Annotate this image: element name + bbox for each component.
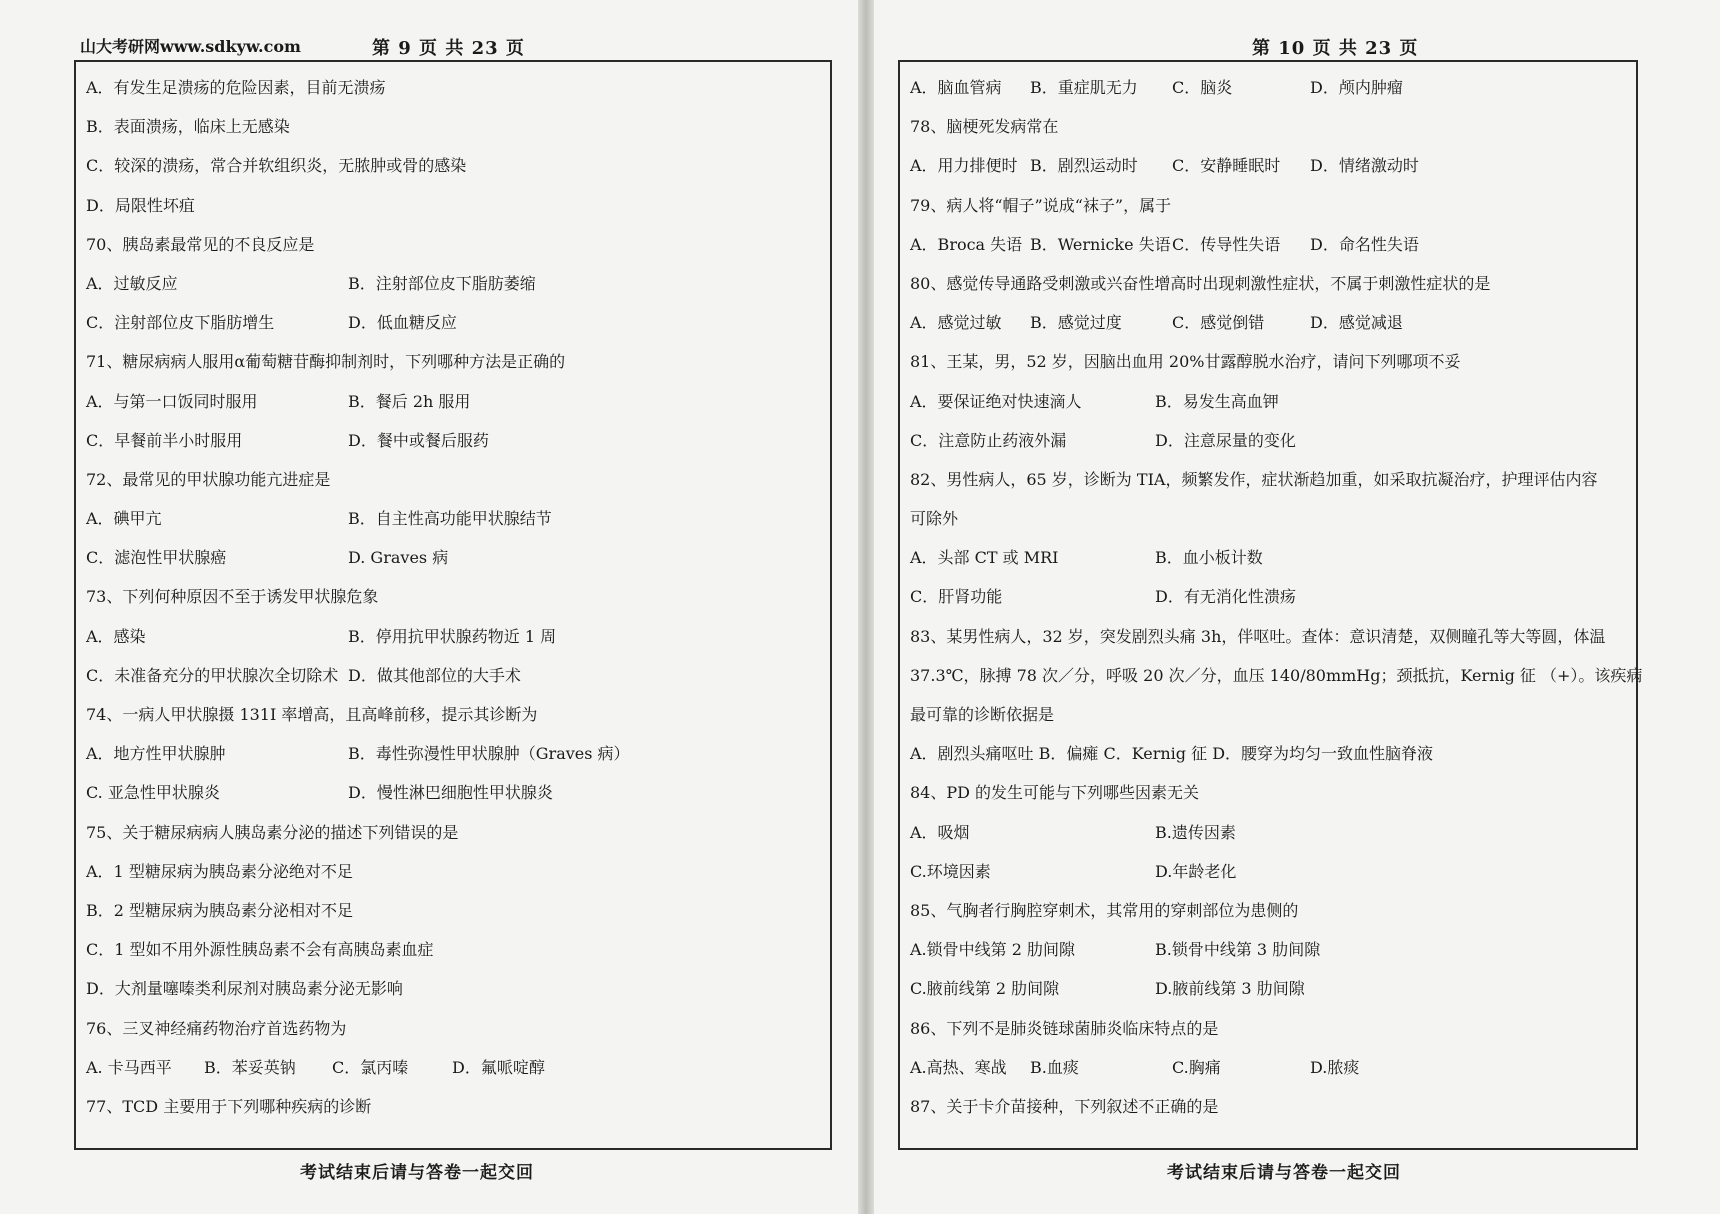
answer-option: B．感觉过度 bbox=[1030, 313, 1122, 333]
answer-option: D．低血糖反应 bbox=[348, 313, 457, 333]
page-footer: 考试结束后请与答卷一起交回 bbox=[1167, 1163, 1401, 1183]
exam-content-frame bbox=[74, 60, 832, 1150]
answer-option: B.遗传因素 bbox=[1155, 822, 1236, 842]
answer-option: A．感染 bbox=[86, 626, 146, 646]
answer-option: A．碘甲亢 bbox=[86, 509, 162, 529]
answer-option: B．自主性高功能甲状腺结节 bbox=[348, 509, 552, 529]
text-line bbox=[910, 930, 1628, 969]
text-line bbox=[910, 577, 1628, 616]
answer-option: B.血痰 bbox=[1030, 1057, 1079, 1077]
text-line bbox=[86, 303, 822, 342]
page-gutter bbox=[858, 0, 874, 1214]
answer-option: D．餐中或餐后服药 bbox=[348, 430, 489, 450]
text-line: 81、王某，男，52 岁，因脑出血用 20%甘露醇脱水治疗，请问下列哪项不妥 bbox=[910, 352, 1461, 372]
page-number-header: 第 9 页 共 23 页 bbox=[372, 38, 525, 59]
answer-option: D．感觉减退 bbox=[1310, 313, 1403, 333]
answer-option: C. 亚急性甲状腺炎 bbox=[86, 783, 220, 803]
text-line: 77、TCD 主要用于下列哪种疾病的诊断 bbox=[86, 1096, 372, 1116]
text-line bbox=[910, 421, 1628, 460]
answer-option: B．易发生高血钾 bbox=[1155, 391, 1279, 411]
text-line bbox=[910, 225, 1628, 264]
text-line: 最可靠的诊断依据是 bbox=[910, 705, 1055, 724]
answer-option: C．肝肾功能 bbox=[910, 587, 1003, 607]
text-line: D．局限性坏疽 bbox=[86, 195, 195, 215]
text-line: A．剧烈头痛呕吐 B．偏瘫 C．Kernig 征 D．腰穿为均匀一致血性脑脊液 bbox=[910, 744, 1434, 764]
answer-option: A．吸烟 bbox=[910, 822, 970, 842]
answer-option: D．有无消化性溃疡 bbox=[1155, 587, 1296, 607]
answer-option: A．脑血管病 bbox=[910, 78, 1002, 97]
text-line: C．1 型如不用外源性胰岛素不会有高胰岛素血症 bbox=[86, 940, 434, 960]
text-line: 82、男性病人，65 岁，诊断为 TIA，频繁发作，症状渐趋加重，如采取抗凝治疗，护理评估内容 bbox=[910, 469, 1598, 489]
question-list bbox=[86, 68, 822, 1126]
answer-option: B．苯妥英钠 bbox=[204, 1057, 296, 1077]
answer-option: A.锁骨中线第 2 肋间隙 bbox=[910, 940, 1075, 960]
answer-option: B．血小板计数 bbox=[1155, 548, 1263, 568]
answer-option: C．注射部位皮下脂肪增生 bbox=[86, 313, 275, 333]
answer-option: A．要保证绝对快速滴人 bbox=[910, 391, 1082, 411]
text-line bbox=[86, 656, 822, 695]
text-line: D．大剂量噻嗪类利尿剂对胰岛素分泌无影响 bbox=[86, 979, 403, 999]
answer-option: B．餐后 2h 服用 bbox=[348, 391, 471, 411]
answer-option: B．剧烈运动时 bbox=[1030, 156, 1138, 176]
answer-option: A．Broca 失语 bbox=[910, 234, 1023, 254]
answer-option: B.锁骨中线第 3 肋间隙 bbox=[1155, 940, 1321, 960]
text-line: 74、一病人甲状腺摄 131I 率增高，且高峰前移，提示其诊断为 bbox=[86, 705, 538, 724]
text-line: 85、气胸者行胸腔穿刺术，其常用的穿刺部位为患侧的 bbox=[910, 900, 1299, 920]
text-line bbox=[910, 68, 1628, 107]
text-line: 71、糖尿病病人服用α葡萄糖苷酶抑制剂时，下列哪种方法是正确的 bbox=[86, 352, 566, 372]
answer-option: D. Graves 病 bbox=[348, 548, 449, 568]
text-line: 37.3℃，脉搏 78 次／分，呼吸 20 次／分，血压 140/80mmHg；颈抵抗，Kernig 征 （+）。该疾病 bbox=[910, 665, 1643, 685]
text-line bbox=[910, 146, 1628, 185]
answer-option: C.腋前线第 2 肋间隙 bbox=[910, 979, 1060, 999]
text-line bbox=[86, 421, 822, 460]
answer-option: C．氯丙嗪 bbox=[332, 1057, 409, 1077]
answer-option: D．慢性淋巴细胞性甲状腺炎 bbox=[348, 783, 553, 803]
answer-option: C．安静睡眠时 bbox=[1172, 156, 1281, 176]
answer-option: A．头部 CT 或 MRI bbox=[910, 548, 1059, 568]
text-line: 70、胰岛素最常见的不良反应是 bbox=[86, 234, 315, 254]
text-line bbox=[910, 538, 1628, 577]
answer-option: B．Wernicke 失语 bbox=[1030, 234, 1171, 254]
text-line: 87、关于卡介苗接种，下列叙述不正确的是 bbox=[910, 1096, 1219, 1116]
text-line bbox=[910, 1048, 1628, 1087]
exam-content-frame bbox=[898, 60, 1643, 1150]
text-line bbox=[910, 852, 1628, 891]
text-line bbox=[86, 773, 822, 812]
text-line: 80、感觉传导通路受刺激或兴奋性增高时出现刺激性症状，不属于刺激性症状的是 bbox=[910, 273, 1491, 293]
text-line: 84、PD 的发生可能与下列哪些因素无关 bbox=[910, 783, 1200, 803]
answer-option: B．毒性弥漫性甲状腺肿（Graves 病） bbox=[348, 744, 630, 764]
answer-option: D.年龄老化 bbox=[1155, 861, 1237, 881]
answer-option: A．与第一口饭同时服用 bbox=[86, 391, 258, 411]
text-line: A．有发生足溃疡的危险因素，目前无溃疡 bbox=[86, 78, 386, 97]
answer-option: C.胸痛 bbox=[1172, 1057, 1221, 1077]
text-line: B．2 型糖尿病为胰岛素分泌相对不足 bbox=[86, 900, 354, 920]
site-header: 山大考研网www.sdkyw.com bbox=[80, 37, 301, 56]
answer-option: D．注意尿量的变化 bbox=[1155, 430, 1296, 450]
text-line: 72、最常见的甲状腺功能亢进症是 bbox=[86, 469, 331, 489]
text-line bbox=[86, 538, 822, 577]
answer-option: C．脑炎 bbox=[1172, 78, 1233, 97]
answer-option: D．情绪激动时 bbox=[1310, 156, 1419, 176]
answer-option: A.高热、寒战 bbox=[910, 1057, 1007, 1077]
text-line: 86、下列不是肺炎链球菌肺炎临床特点的是 bbox=[910, 1018, 1219, 1038]
text-line: B．表面溃疡，临床上无感染 bbox=[86, 117, 290, 137]
right-page bbox=[874, 0, 1720, 1214]
answer-option: C．传导性失语 bbox=[1172, 234, 1281, 254]
text-line: 76、三叉神经痛药物治疗首选药物为 bbox=[86, 1018, 347, 1038]
text-line: 75、关于糖尿病病人胰岛素分泌的描述下列错误的是 bbox=[86, 822, 459, 842]
question-list bbox=[910, 68, 1643, 1126]
answer-option: C．未准备充分的甲状腺次全切除术 bbox=[86, 665, 339, 685]
answer-option: D．颅内肿瘤 bbox=[1310, 78, 1403, 97]
answer-option: A．过敏反应 bbox=[86, 273, 178, 293]
text-line: 73、下列何种原因不至于诱发甲状腺危象 bbox=[86, 587, 379, 607]
text-line: A．1 型糖尿病为胰岛素分泌绝对不足 bbox=[86, 861, 353, 881]
answer-option: A．感觉过敏 bbox=[910, 313, 1002, 333]
answer-option: D．做其他部位的大手术 bbox=[348, 665, 521, 685]
text-line bbox=[910, 303, 1628, 342]
page-number-header: 第 10 页 共 23 页 bbox=[1252, 38, 1419, 59]
text-line bbox=[86, 734, 822, 773]
answer-option: A. 卡马西平 bbox=[86, 1057, 172, 1077]
answer-option: B．注射部位皮下脂肪萎缩 bbox=[348, 273, 536, 293]
answer-option: D．氟哌啶醇 bbox=[452, 1057, 545, 1077]
answer-option: B．停用抗甲状腺药物近 1 周 bbox=[348, 626, 557, 646]
text-line: 83、某男性病人，32 岁，突发剧烈头痛 3h，伴呕吐。查体：意识清楚，双侧瞳孔等大等圆，体温 bbox=[910, 626, 1606, 646]
answer-option: A．用力排便时 bbox=[910, 156, 1018, 176]
answer-option: C．感觉倒错 bbox=[1172, 313, 1265, 333]
text-line bbox=[910, 382, 1628, 421]
answer-option: D．命名性失语 bbox=[1310, 234, 1419, 254]
text-line bbox=[86, 499, 822, 538]
text-line bbox=[86, 617, 822, 656]
answer-option: C．早餐前半小时服用 bbox=[86, 430, 243, 450]
page-footer: 考试结束后请与答卷一起交回 bbox=[300, 1163, 534, 1183]
text-line bbox=[86, 1048, 822, 1087]
answer-option: A．地方性甲状腺肿 bbox=[86, 744, 226, 764]
text-line: C．较深的溃疡，常合并软组织炎，无脓肿或骨的感染 bbox=[86, 156, 467, 176]
answer-option: B．重症肌无力 bbox=[1030, 78, 1138, 97]
answer-option: D.腋前线第 3 肋间隙 bbox=[1155, 979, 1305, 999]
answer-option: C．滤泡性甲状腺癌 bbox=[86, 548, 227, 568]
text-line: 可除外 bbox=[910, 509, 959, 529]
text-line: 79、病人将“帽子”说成“袜子”，属于 bbox=[910, 195, 1172, 215]
answer-option: D.脓痰 bbox=[1310, 1057, 1360, 1077]
text-line bbox=[910, 813, 1628, 852]
text-line: 78、脑梗死发病常在 bbox=[910, 117, 1059, 137]
answer-option: C．注意防止药液外漏 bbox=[910, 430, 1067, 450]
answer-option: C.环境因素 bbox=[910, 861, 991, 881]
text-line bbox=[86, 264, 822, 303]
text-line bbox=[910, 969, 1628, 1008]
text-line bbox=[86, 382, 822, 421]
